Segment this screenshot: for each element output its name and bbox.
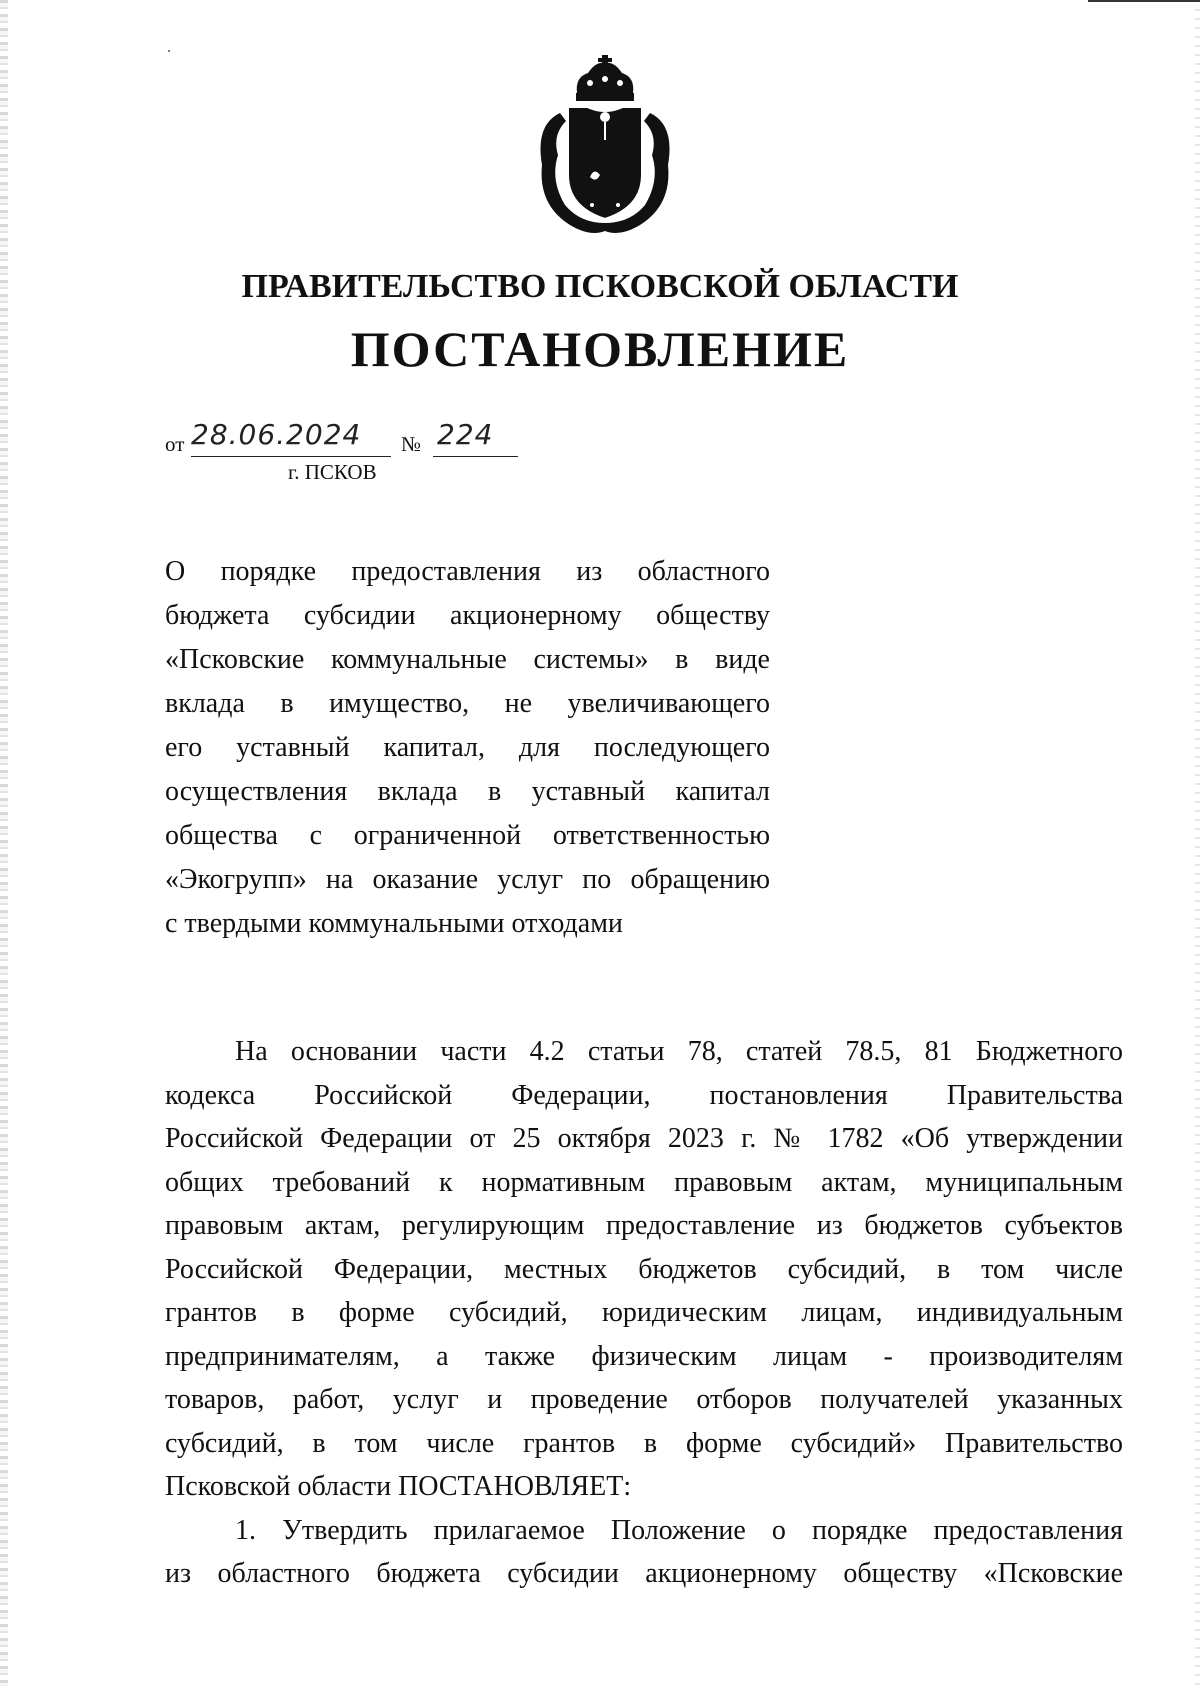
body-line: кодекса Российской Федерации, постановления Правительства [165,1079,1123,1111]
subject-line: вклада в имущество, не увеличивающего [165,688,770,719]
city-label: г. ПСКОВ [288,460,377,484]
body-line: субсидий, в том числе грантов в форме субсидий» Правительство [165,1427,1123,1459]
number-label: № [401,432,422,456]
scan-speck [168,50,170,52]
body-line: предпринимателям, а также физическим лицам - производителям [165,1340,1123,1372]
subject-line: «Экогрупп» на оказание услуг по обращению [165,864,770,895]
scan-edge-left [0,0,8,1686]
document-type-title: ПОСТАНОВЛЕНИЕ [350,321,850,377]
from-label: от [165,432,185,456]
body-line: Российской Федерации от 25 октября 2023 г. № 1782 «Об утверждении [165,1123,1123,1154]
document-body [165,1030,1123,1596]
subject-line: бюджета субсидии акционерному обществу [165,600,770,631]
handwritten-date: 28.06.2024 [191,418,362,451]
document-subject [165,550,770,946]
subject-line: осуществления вклада в уставный капитал [165,776,770,807]
body-line: Российской Федерации, местных бюджетов субсидий, в том числе [165,1253,1123,1285]
body-line: товаров, работ, услуг и проведение отборов получателей указанных [165,1384,1123,1415]
body-line: 1. Утвердить прилагаемое Положение о порядке предоставления [235,1514,1123,1546]
subject-line: «Псковские коммунальные системы» в виде [165,644,770,675]
coat-of-arms-icon [530,55,680,240]
subject-line: общества с ограниченной ответственностью [165,820,770,851]
scan-edge-right [1195,0,1200,1686]
subject-line: с твердыми коммунальными отходами [165,908,623,939]
date-underline [191,456,391,457]
government-title: ПРАВИТЕЛЬСТВО ПСКОВСКОЙ ОБЛАСТИ [241,268,959,305]
number-underline [433,456,518,457]
handwritten-number: 224 [437,418,494,451]
body-line: грантов в форме субсидий, юридическим лицам, индивидуальным [165,1297,1123,1328]
subject-line: О порядке предоставления из областного [165,556,770,587]
body-line: правовым актам, регулирующим предоставление из бюджетов субъектов [165,1210,1123,1241]
scan-artifact-line [1088,0,1200,2]
body-line: Псковской области ПОСТАНОВЛЯЕТ: [165,1471,632,1502]
subject-line: его уставный капитал, для последующего [165,732,770,763]
body-line: общих требований к нормативным правовым актам, муниципальным [165,1166,1123,1198]
body-line: из областного бюджета субсидии акционерному обществу «Псковские [165,1558,1123,1589]
body-line: На основании части 4.2 статьи 78, статей 78.5, 81 Бюджетного [235,1036,1123,1067]
